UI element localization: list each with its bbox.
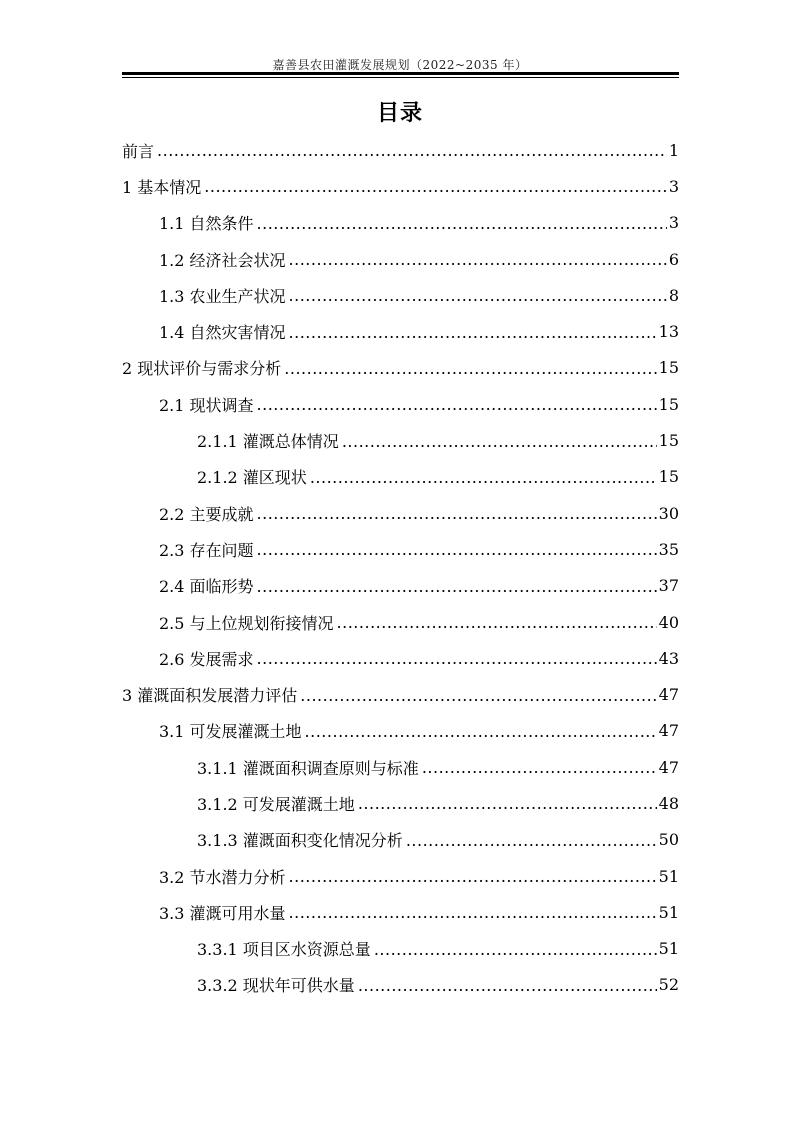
toc-entry-page: 50 xyxy=(658,830,679,850)
toc-dot-leader xyxy=(305,724,657,740)
toc-entry[interactable] xyxy=(122,277,679,313)
toc-entry[interactable] xyxy=(122,749,679,785)
toc-dot-leader xyxy=(289,325,657,341)
toc-dot-leader xyxy=(422,760,657,776)
toc-entry[interactable] xyxy=(122,241,679,277)
toc-entry-label: 2.2 主要成就 xyxy=(159,504,254,524)
toc-entry-page: 15 xyxy=(658,467,679,487)
toc-dot-leader xyxy=(289,905,657,921)
toc-dot-leader xyxy=(358,796,657,812)
toc-entry-page: 51 xyxy=(658,902,679,922)
toc-entry[interactable] xyxy=(122,132,679,168)
toc-entry[interactable] xyxy=(122,350,679,386)
toc-dot-leader xyxy=(300,688,656,704)
toc-entry[interactable] xyxy=(122,858,679,894)
toc-entry-label: 3.3.1 项目区水资源总量 xyxy=(197,940,371,960)
toc-dot-leader xyxy=(374,942,657,958)
toc-entry-label: 2.6 发展需求 xyxy=(159,649,254,669)
toc-dot-leader xyxy=(257,216,667,232)
toc-entry-label: 1.3 农业生产状况 xyxy=(159,286,286,306)
toc-entry-label: 3.1.2 可发展灌溉土地 xyxy=(197,794,355,814)
toc-dot-leader xyxy=(310,470,657,486)
toc-dot-leader xyxy=(284,361,656,377)
toc-entry-page: 47 xyxy=(658,721,679,741)
toc-entry-label: 1.4 自然灾害情况 xyxy=(159,323,286,343)
toc-entry[interactable] xyxy=(122,894,679,930)
toc-entry-label: 3.1.3 灌溉面积变化情况分析 xyxy=(197,831,403,851)
toc-entry-page: 35 xyxy=(658,539,679,559)
toc-entry-label: 3.1 可发展灌溉土地 xyxy=(159,722,302,742)
toc-dot-leader xyxy=(204,179,667,195)
toc-entry-label: 2.1 现状调查 xyxy=(159,395,254,415)
toc-entry-page: 47 xyxy=(658,757,679,777)
toc-entry[interactable] xyxy=(122,676,679,712)
toc-entry-label: 2 现状评价与需求分析 xyxy=(122,359,282,379)
toc-entry-page: 43 xyxy=(658,648,679,668)
toc-entry-page: 51 xyxy=(658,939,679,959)
toc-dot-leader xyxy=(289,288,667,304)
toc-entry-page: 30 xyxy=(658,503,679,523)
toc-entry-page: 15 xyxy=(658,431,679,451)
toc-dot-leader xyxy=(337,615,657,631)
toc-dot-leader xyxy=(289,869,657,885)
toc-entry[interactable] xyxy=(122,205,679,241)
toc-entry-label: 1.1 自然条件 xyxy=(159,214,254,234)
toc-entry-page: 6 xyxy=(668,249,679,269)
toc-entry-page: 52 xyxy=(658,975,679,995)
toc-entry[interactable] xyxy=(122,931,679,967)
toc-dot-leader xyxy=(289,252,667,268)
toc-entry-page: 15 xyxy=(658,358,679,378)
toc-entry-page: 48 xyxy=(658,793,679,813)
toc-entry[interactable] xyxy=(122,604,679,640)
toc-entry-page: 3 xyxy=(668,176,679,196)
toc-entry[interactable] xyxy=(122,422,679,458)
toc-dot-leader xyxy=(257,397,657,413)
toc-entry-label: 2.3 存在问题 xyxy=(159,540,254,560)
toc-entry-label: 3.1.1 灌溉面积调查原则与标准 xyxy=(197,758,419,778)
toc-entry[interactable] xyxy=(122,967,679,1003)
toc-entry-label: 1 基本情况 xyxy=(122,177,202,197)
toc-entry[interactable] xyxy=(122,640,679,676)
toc-entry-page: 15 xyxy=(658,394,679,414)
toc-entry[interactable] xyxy=(122,531,679,567)
toc-dot-leader xyxy=(406,833,657,849)
toc-entry-label: 3.3 灌溉可用水量 xyxy=(159,903,286,923)
toc-entry[interactable] xyxy=(122,313,679,349)
toc-entry-label: 2.1.1 灌溉总体情况 xyxy=(197,432,339,452)
toc-entry-label: 3 灌溉面积发展潜力评估 xyxy=(122,686,298,706)
toc-dot-leader xyxy=(358,978,657,994)
toc-entry-label: 前言 xyxy=(122,141,155,161)
toc-entry-page: 8 xyxy=(668,285,679,305)
toc-entry-label: 3.3.2 现状年可供水量 xyxy=(197,976,355,996)
header-rule-thin xyxy=(122,77,679,78)
toc-entry-page: 51 xyxy=(658,866,679,886)
toc-entry[interactable] xyxy=(122,822,679,858)
toc-dot-leader xyxy=(257,506,657,522)
toc-dot-leader xyxy=(257,579,657,595)
toc-entry-label: 2.1.2 灌区现状 xyxy=(197,468,307,488)
toc-entry-label: 2.4 面临形势 xyxy=(159,577,254,597)
toc-entry[interactable] xyxy=(122,495,679,531)
header-rule-thick xyxy=(122,72,679,75)
toc-entry-page: 13 xyxy=(658,322,679,342)
table-of-contents xyxy=(122,132,679,1003)
toc-entry[interactable] xyxy=(122,785,679,821)
toc-entry[interactable] xyxy=(122,459,679,495)
toc-entry-page: 3 xyxy=(668,213,679,233)
toc-entry[interactable] xyxy=(122,386,679,422)
toc-entry-page: 40 xyxy=(658,612,679,632)
running-header: 嘉善县农田灌溉发展规划（2022~2035 年） xyxy=(272,58,528,72)
toc-entry-label: 2.5 与上位规划衔接情况 xyxy=(159,613,334,633)
toc-dot-leader xyxy=(342,434,657,450)
toc-entry[interactable] xyxy=(122,568,679,604)
toc-entry-page: 47 xyxy=(658,685,679,705)
toc-dot-leader xyxy=(257,542,657,558)
toc-entry-label: 1.2 经济社会状况 xyxy=(159,250,286,270)
toc-entry[interactable] xyxy=(122,713,679,749)
toc-title: 目录 xyxy=(376,100,423,126)
toc-dot-leader xyxy=(257,651,657,667)
toc-entry[interactable] xyxy=(122,168,679,204)
toc-entry-page: 37 xyxy=(658,576,679,596)
toc-entry-page: 1 xyxy=(668,140,679,160)
toc-dot-leader xyxy=(157,143,667,159)
toc-entry-label: 3.2 节水潜力分析 xyxy=(159,867,286,887)
